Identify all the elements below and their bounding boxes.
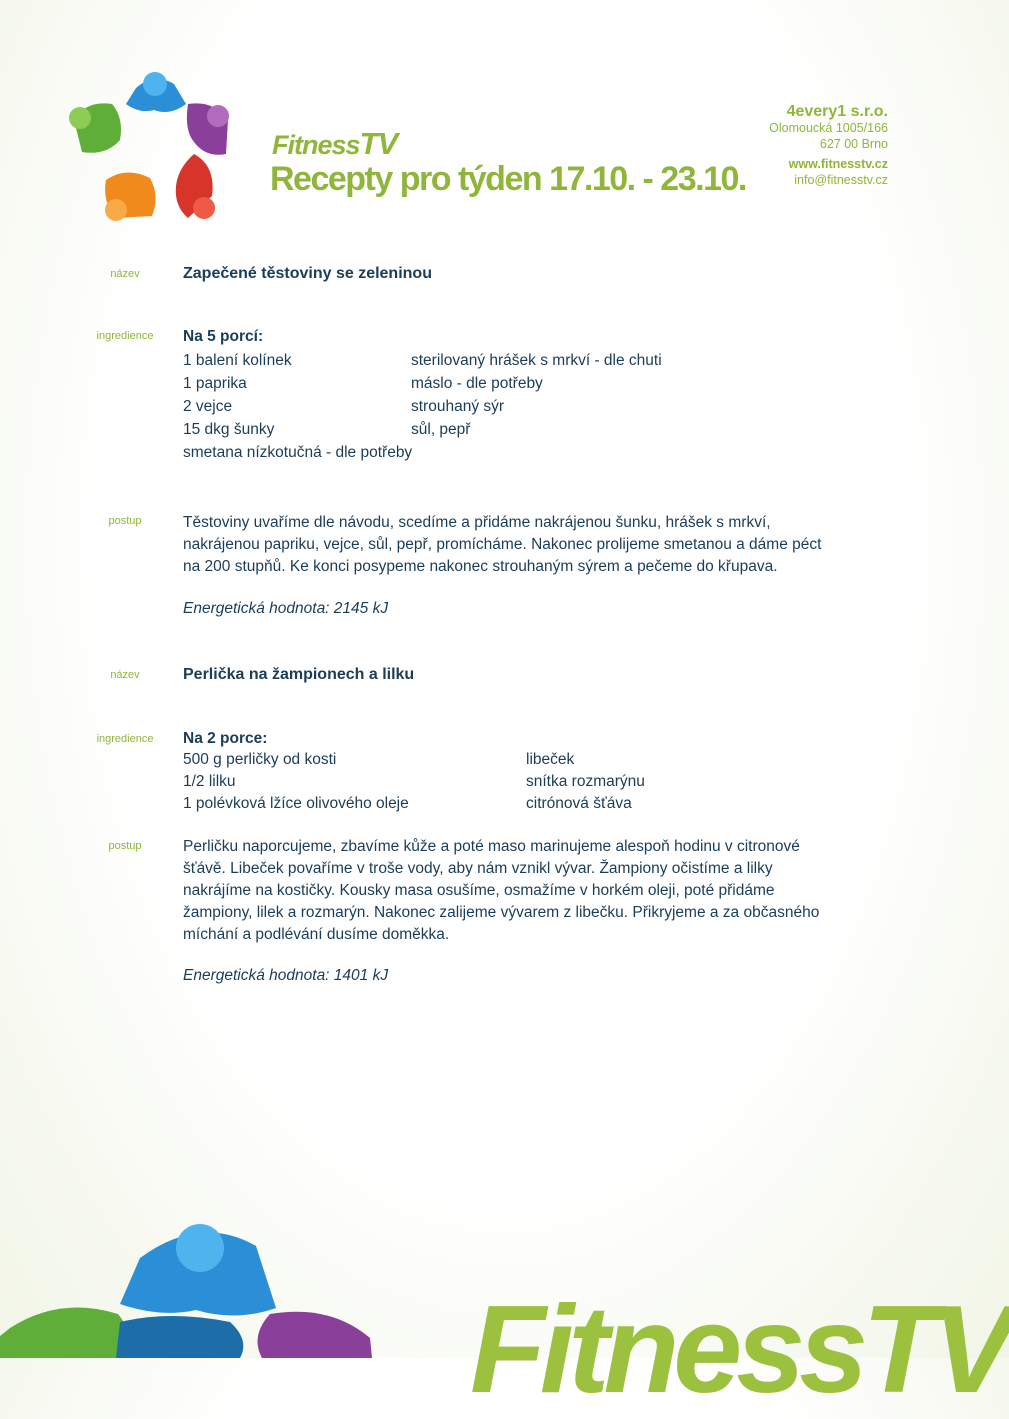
- label-name: název: [110, 268, 140, 280]
- ingredient-item: snítka rozmarýnu: [526, 773, 645, 790]
- footer-wordmark: [470, 1281, 1009, 1419]
- label-ingredients: ingredience: [96, 733, 154, 745]
- company-email-link[interactable]: info@fitnesstv.cz: [794, 173, 888, 187]
- ingredient-item: strouhaný sýr: [411, 398, 505, 415]
- ingredient-item: máslo - dle potřeby: [411, 375, 543, 392]
- ingredient-item: libeček: [526, 751, 575, 768]
- footer-logo-figures: [0, 1224, 372, 1358]
- footer-brand-tv-text: TV: [862, 1281, 1009, 1419]
- method-line: šťávě. Libeček povaříme v troše vody, aby nám vznikl vývar. Žampiony očistíme a lilky: [183, 860, 773, 877]
- label-method: postup: [108, 840, 142, 852]
- ingredients-left: [183, 749, 409, 815]
- ingredient-item: 1 balení kolínek: [183, 352, 292, 369]
- ingredient-item: sterilovaný hrášek s mrkví - dle chuti: [411, 352, 662, 369]
- ingredient-item: 2 vejce: [183, 398, 233, 415]
- company-street: Olomoucká 1005/166: [769, 121, 888, 135]
- company-name: 4every1 s.r.o.: [786, 103, 888, 120]
- label-ingredients: ingredience: [96, 330, 154, 342]
- ingredients-left: [183, 349, 412, 464]
- method-line: nakrájíme na kostičky. Kousky masa osušíme, osmažíme v horkém oleji, poté přidáme: [183, 882, 775, 899]
- company-web-link[interactable]: www.fitnesstv.cz: [788, 157, 888, 171]
- ingredient-item: 1 polévková lžíce olivového oleje: [183, 795, 409, 812]
- ingredients-right: [411, 349, 662, 441]
- ingredient-item: smetana nízkotučná - dle potřeby: [183, 444, 413, 461]
- method-line: míchání a podlévání dusíme doměkka.: [183, 926, 450, 943]
- method-line: nakrájenou papriku, vejce, sůl, pepř, promícháme. Nakonec prolijeme smetanou a dáme péct: [183, 536, 822, 553]
- recipe-method: [183, 512, 821, 578]
- recipe-title: Perlička na žampionech a lilku: [183, 666, 415, 683]
- label-method: postup: [108, 515, 142, 527]
- company-city: 627 00 Brno: [819, 137, 888, 151]
- label-name: název: [110, 669, 140, 681]
- page-title: Recepty pro týden 17.10. - 23.10.: [270, 160, 746, 198]
- recipe-portions: Na 2 porce:: [183, 730, 268, 747]
- company-info: [769, 104, 888, 188]
- energy-value: Energetická hodnota: 1401 kJ: [183, 967, 389, 984]
- energy-value: Energetická hodnota: 2145 kJ: [183, 600, 389, 617]
- method-line: Těstoviny uvaříme dle návodu, scedíme a přidáme nakrájenou šunku, hrášek s mrkví,: [183, 514, 771, 531]
- ingredient-item: citrónová šťáva: [526, 795, 632, 812]
- brand-tv-text: TV: [359, 126, 398, 161]
- ingredient-item: 1/2 lilku: [183, 773, 236, 790]
- recipe-method: [183, 836, 819, 946]
- ingredient-item: 500 g perličky od kosti: [183, 751, 337, 768]
- method-line: na 200 stupňů. Ke konci posypeme nakonec strouhaným sýrem a pečeme do křupava.: [183, 558, 778, 575]
- recipe-portions: Na 5 porcí:: [183, 328, 264, 345]
- ingredients-right: [526, 749, 645, 815]
- ingredient-item: sůl, pepř: [411, 421, 471, 438]
- ingredient-item: 15 dkg šunky: [183, 421, 275, 438]
- recipe-title: Zapečené těstoviny se zeleninou: [183, 265, 432, 282]
- footer-logo: [0, 1218, 380, 1358]
- ingredient-item: 1 paprika: [183, 375, 247, 392]
- brand-wordmark: [272, 126, 397, 162]
- logo-figures: [69, 72, 229, 221]
- brand-text: Fitness: [272, 130, 360, 160]
- method-line: žampiony, lilek a rozmarýn. Nakonec zalijeme vývarem z libečku. Přikryjeme a za občasného: [183, 904, 820, 921]
- method-line: Perličku naporcujeme, zbavíme kůže a poté maso marinujeme alespoň hodinu v citronové: [183, 838, 800, 855]
- fitnesstv-logo: [66, 70, 242, 222]
- footer-brand-text: Fitness: [470, 1281, 863, 1419]
